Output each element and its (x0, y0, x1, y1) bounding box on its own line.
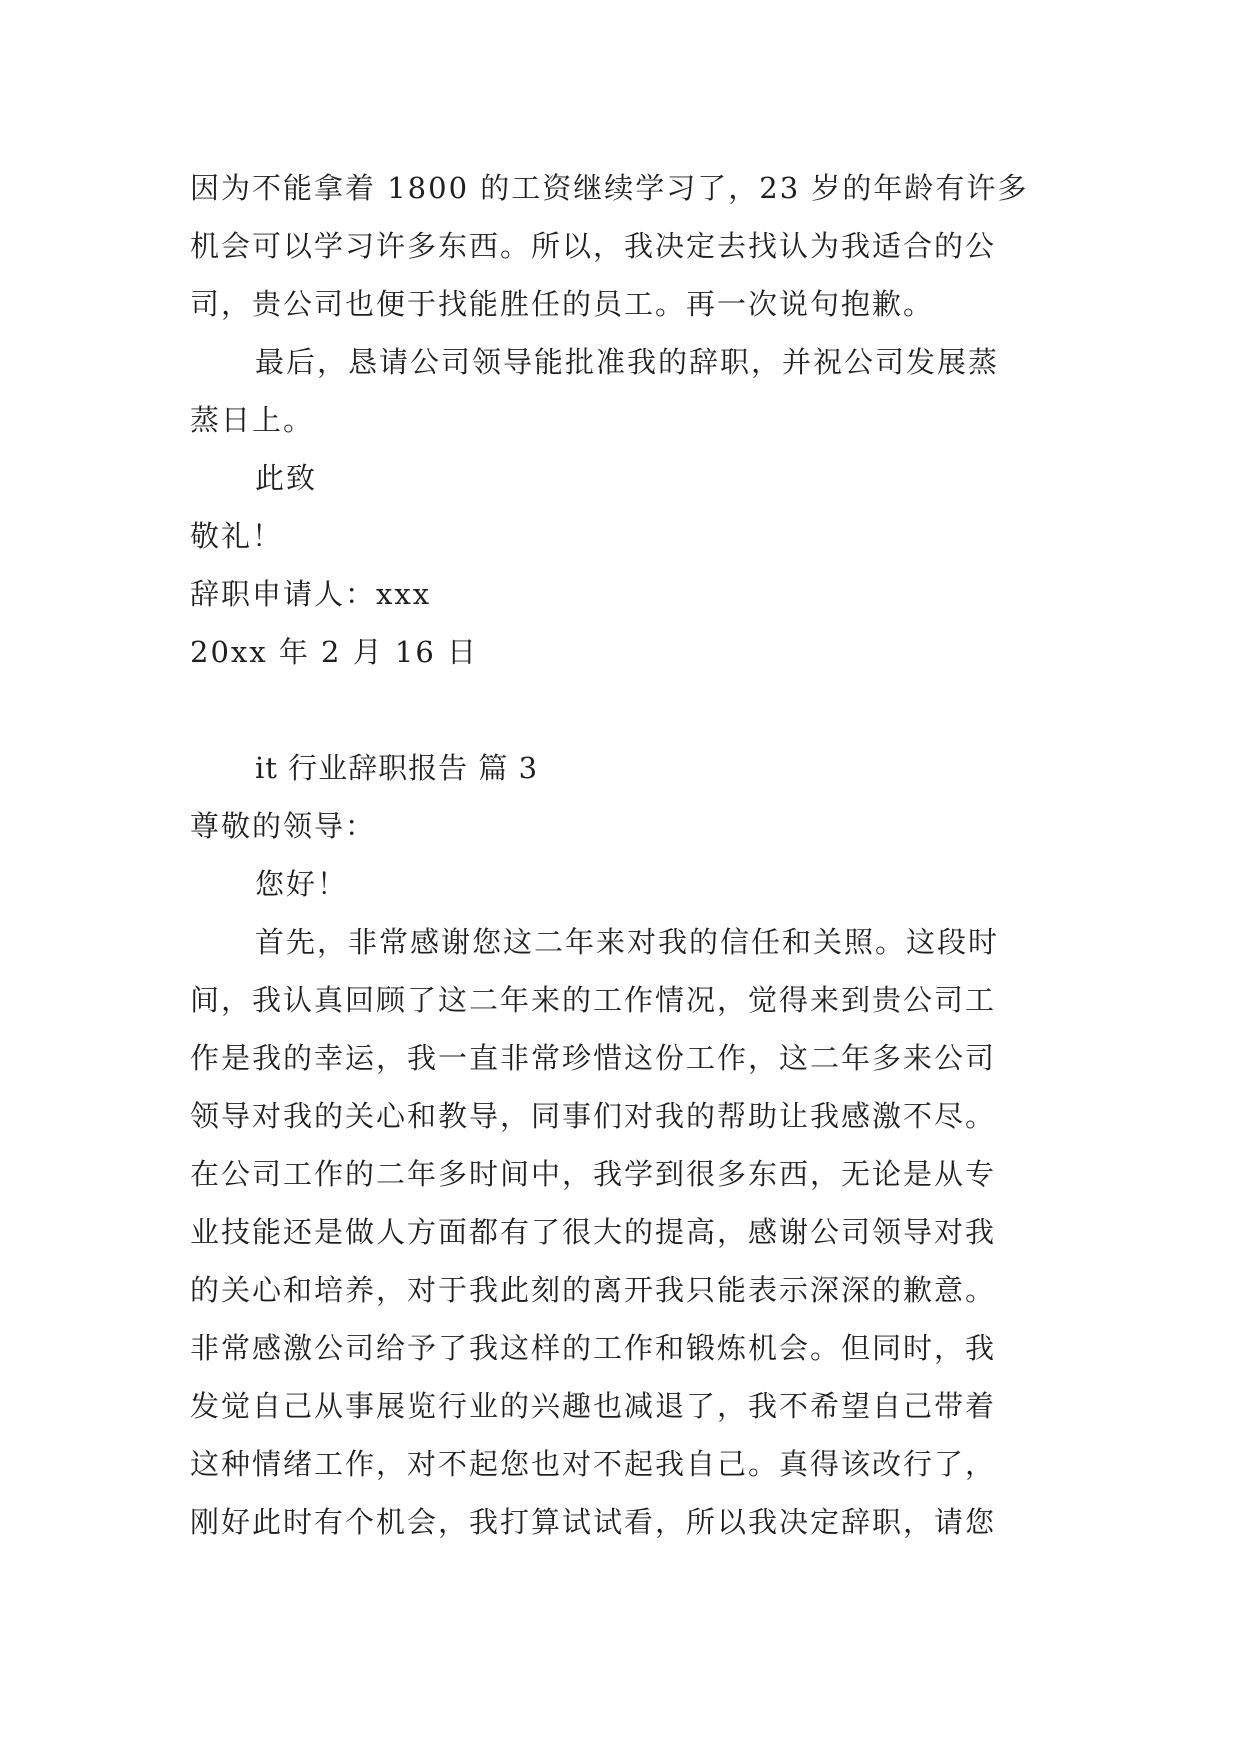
greeting-line: 您好！ (255, 867, 349, 901)
salutation-cizhi: 此致 (255, 461, 318, 495)
body-line: 在公司工作的二年多时间中，我学到很多东西，无论是从专 (190, 1157, 997, 1191)
body-line: 刚好此时有个机会，我打算试试看，所以我决定辞职，请您 (190, 1505, 997, 1539)
body-line: 司，贵公司也便于找能胜任的员工。再一次说句抱歉。 (190, 287, 935, 321)
body-line: 作是我的幸运，我一直非常珍惜这份工作，这二年多来公司 (190, 1041, 997, 1075)
salutation-jingli: 敬礼！ (190, 519, 284, 553)
body-line: 这种情绪工作，对不起您也对不起我自己。真得该改行了， (190, 1447, 997, 1481)
date: 20xx 年 2 月 16 日 (190, 635, 479, 669)
body-line: 机会可以学习许多东西。所以，我决定去找认为我适合的公 (190, 229, 997, 263)
section-title: it 行业辞职报告 篇 3 (255, 751, 539, 785)
body-line: 的关心和培养，对于我此刻的离开我只能表示深深的歉意。 (190, 1273, 997, 1307)
signature: 辞职申请人：xxx (190, 577, 432, 611)
closing-paragraph-line: 蒸日上。 (190, 403, 315, 437)
body-line: 间，我认真回顾了这二年来的工作情况，觉得来到贵公司工 (190, 983, 997, 1017)
body-line: 发觉自己从事展览行业的兴趣也减退了，我不希望自己带着 (190, 1389, 997, 1423)
body-line: 因为不能拿着 1800 的工资继续学习了，23 岁的年龄有许多 (190, 171, 1029, 205)
body-line: 领导对我的关心和教导，同事们对我的帮助让我感激不尽。 (190, 1099, 997, 1133)
body-line: 业技能还是做人方面都有了很大的提高，感谢公司领导对我 (190, 1215, 997, 1249)
closing-paragraph-line: 最后，恳请公司领导能批准我的辞职，并祝公司发展蒸 (255, 345, 1000, 379)
recipient-line: 尊敬的领导： (190, 809, 377, 843)
body-line: 首先，非常感谢您这二年来对我的信任和关照。这段时 (255, 925, 1000, 959)
body-line: 非常感激公司给予了我这样的工作和锻炼机会。但同时，我 (190, 1331, 997, 1365)
